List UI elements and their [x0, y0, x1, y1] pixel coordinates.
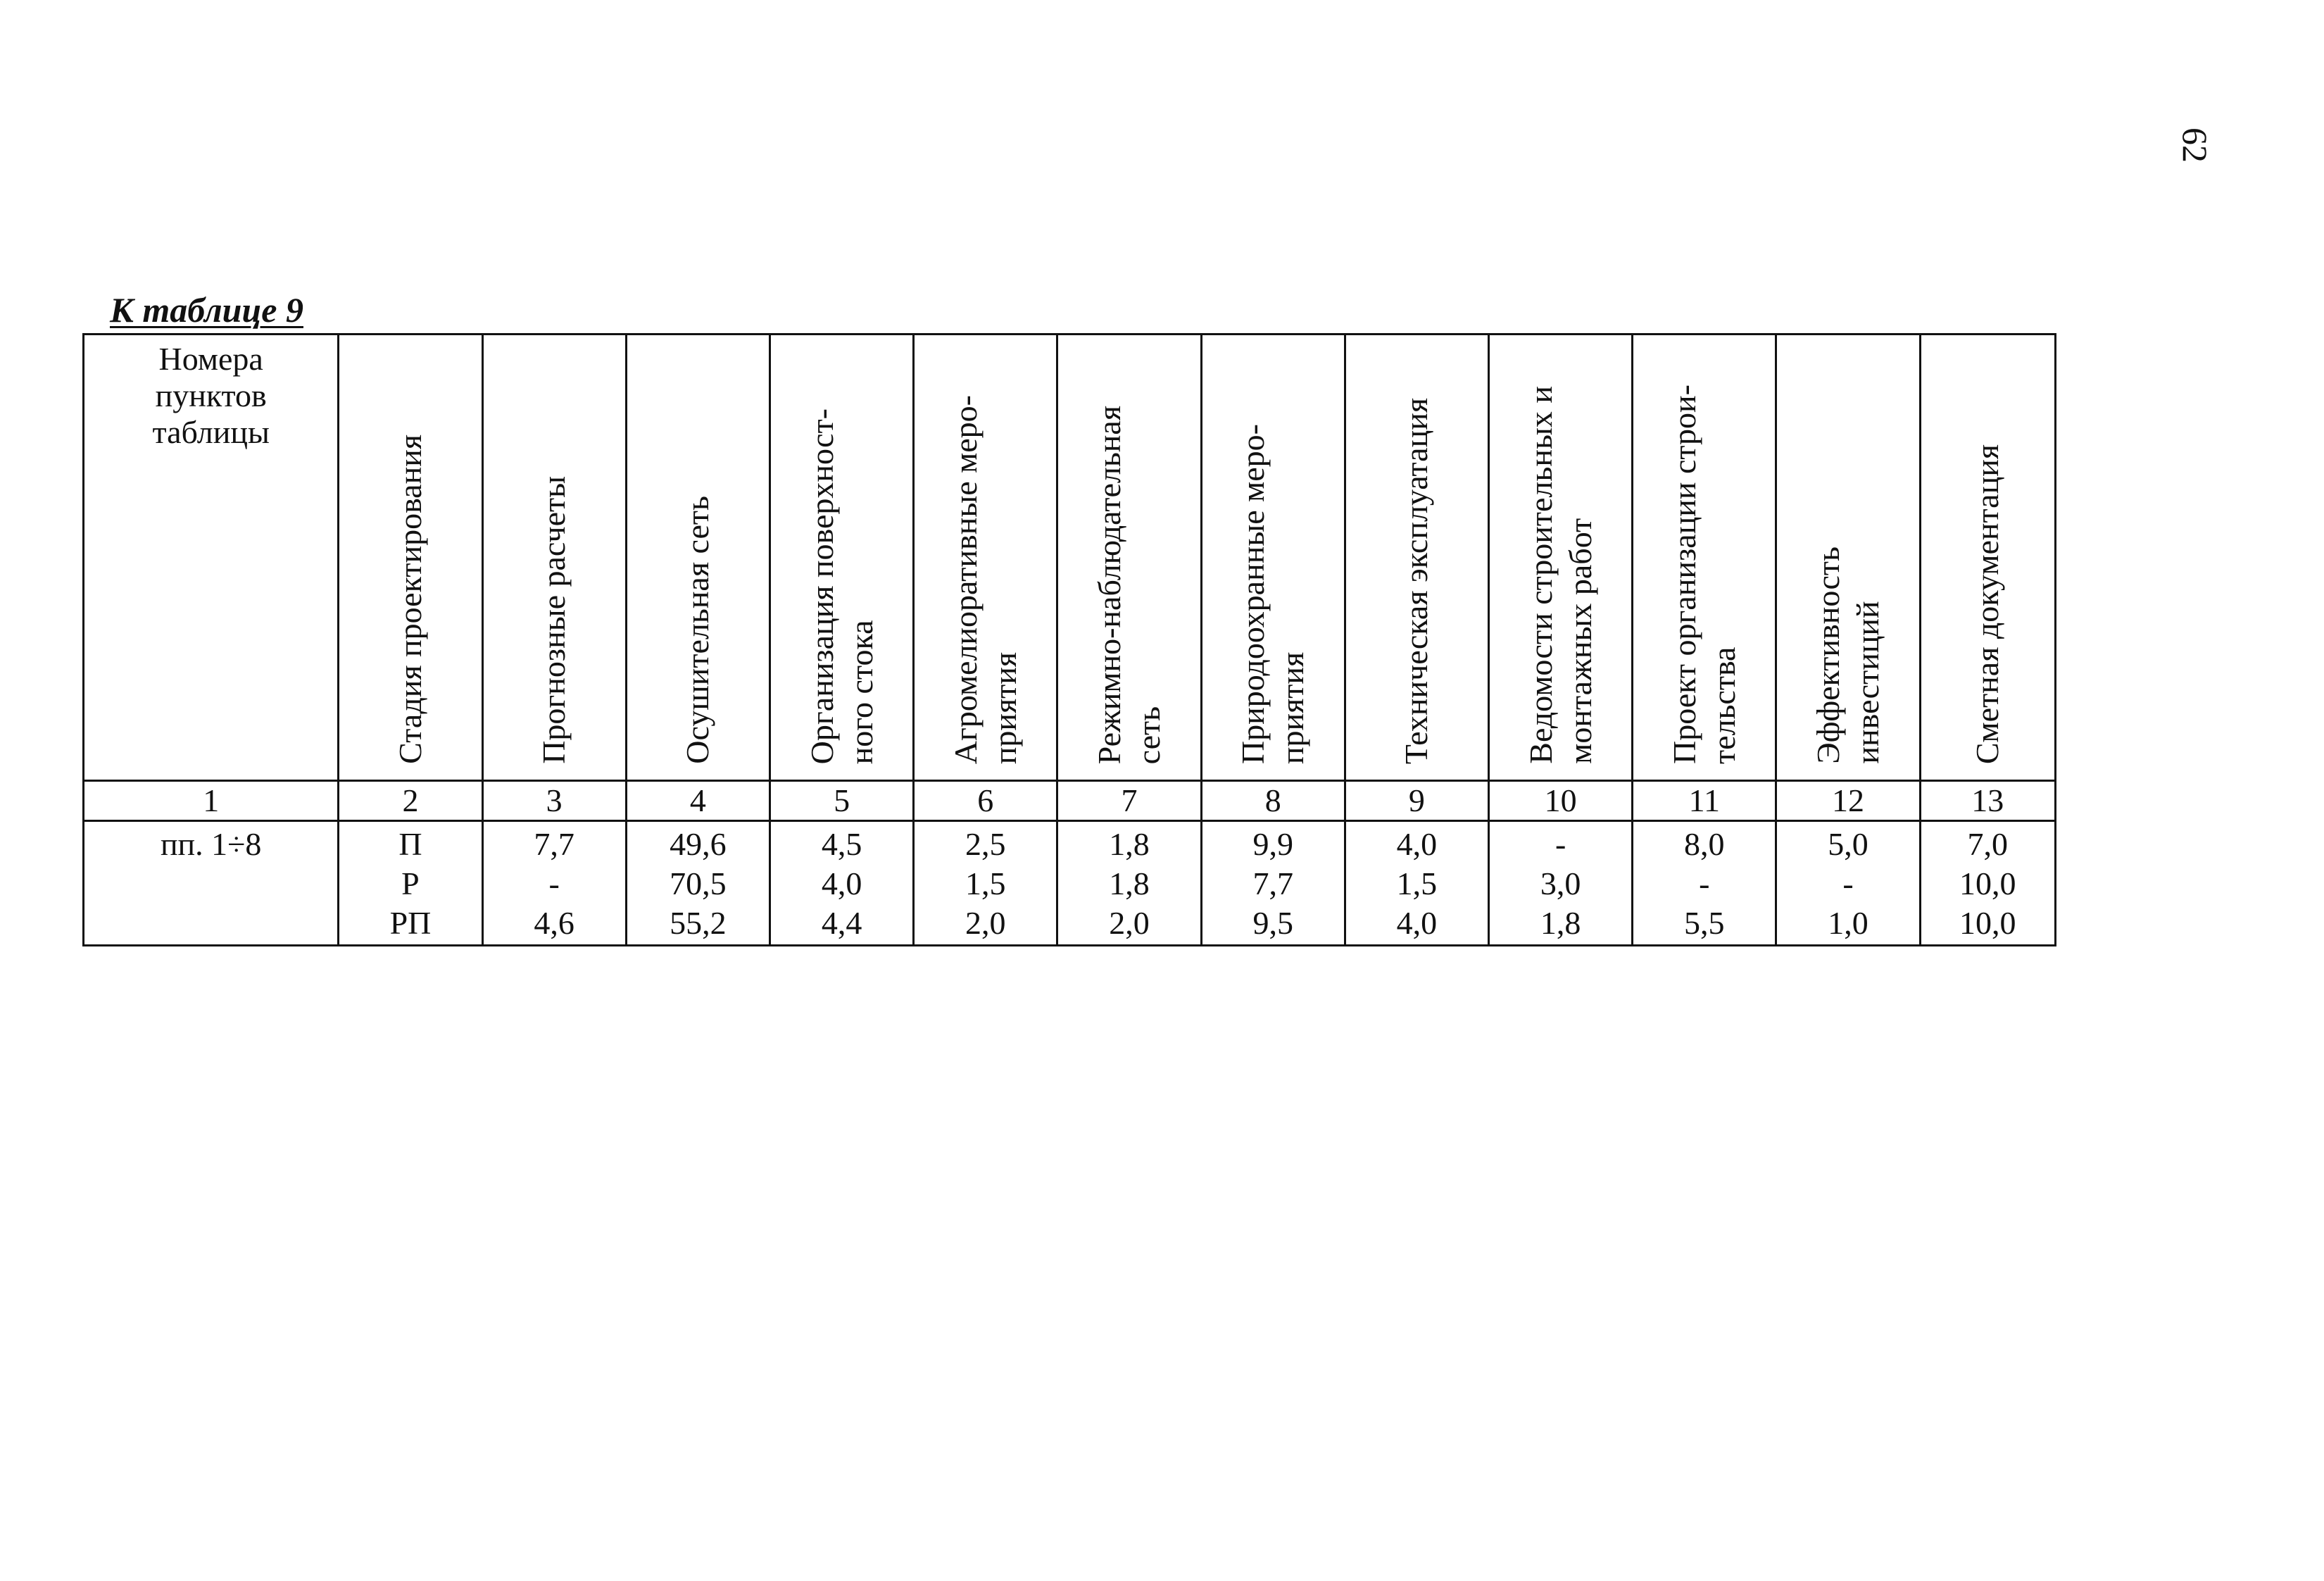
cell-value: 1,0	[1828, 905, 1868, 941]
value-cell	[1489, 821, 1633, 946]
header-forecast-calculations	[482, 335, 626, 781]
column-number: 13	[1920, 781, 2055, 821]
header-item-numbers-label: Номера пунктов таблицы	[152, 341, 270, 450]
value-cell	[1776, 821, 1920, 946]
cell-value: 1,8	[1109, 866, 1150, 901]
header-label: Режимно-наблюдательная сеть	[1091, 405, 1167, 764]
cell-value: 9,5	[1252, 905, 1293, 941]
column-number: 5	[770, 781, 913, 821]
cell-value: -	[1699, 866, 1710, 901]
column-number: 11	[1633, 781, 1776, 821]
value-cell	[1057, 821, 1201, 946]
cell-value: 70,5	[670, 866, 727, 901]
column-number: 7	[1057, 781, 1201, 821]
cell-value: 8,0	[1684, 826, 1725, 862]
cell-value: 2,5	[965, 826, 1006, 862]
column-number: 1	[84, 781, 339, 821]
header-label: Сметная документация	[1969, 444, 2006, 764]
column-number: 6	[914, 781, 1057, 821]
column-number-row	[84, 781, 2056, 821]
cell-value: -	[1842, 866, 1854, 901]
value-cell	[914, 821, 1057, 946]
column-number: 8	[1201, 781, 1345, 821]
header-label: Эффективность инвестиций	[1810, 546, 1885, 764]
data-table	[82, 333, 2056, 946]
page-number: 62	[2175, 127, 2215, 163]
value-cell	[1201, 821, 1345, 946]
cell-value: 4,4	[821, 905, 862, 941]
stage-value: Р	[401, 866, 420, 901]
cell-value: 10,0	[1959, 905, 2016, 941]
header-construction-organization	[1633, 335, 1776, 781]
column-number: 9	[1345, 781, 1488, 821]
header-label: Организация поверхност- ного стока	[803, 408, 879, 764]
cell-value: 1,8	[1540, 905, 1581, 941]
header-label: Осушительная сеть	[679, 496, 716, 764]
cell-value: 4,6	[534, 905, 574, 941]
header-agromeliorative-measures	[914, 335, 1057, 781]
header-monitoring-network	[1057, 335, 1201, 781]
value-cell	[1345, 821, 1488, 946]
column-number: 3	[482, 781, 626, 821]
header-drainage-network	[626, 335, 770, 781]
table-caption: К таблице 9	[110, 290, 303, 330]
header-label: Прогнозные расчеты	[536, 476, 572, 764]
cell-value: 3,0	[1540, 866, 1581, 901]
value-cell	[1633, 821, 1776, 946]
header-label: Природоохранные меро- приятия	[1235, 423, 1311, 764]
cell-value: 9,9	[1252, 826, 1293, 862]
header-construction-statements	[1489, 335, 1633, 781]
header-investment-efficiency	[1776, 335, 1920, 781]
table-row	[84, 821, 2056, 946]
cell-value: 10,0	[1959, 866, 2016, 901]
header-label: Стадия проектирования	[391, 435, 428, 764]
stage-value: РП	[389, 905, 432, 941]
cell-value: 2,0	[965, 905, 1006, 941]
header-row	[84, 335, 2056, 781]
cell-value: 5,5	[1684, 905, 1725, 941]
stage-value: П	[398, 826, 422, 862]
column-number: 2	[339, 781, 482, 821]
header-label: Агромелиоративные меро- приятия	[947, 394, 1023, 764]
cell-value: 4,0	[821, 866, 862, 901]
header-cost-documentation	[1920, 335, 2055, 781]
value-cell	[626, 821, 770, 946]
cell-value: 7,0	[1967, 826, 2009, 862]
stage-cell	[339, 821, 482, 946]
header-label: Техническая эксплуатация	[1398, 397, 1435, 764]
header-environmental-measures	[1201, 335, 1345, 781]
header-item-numbers	[84, 335, 339, 781]
column-number: 12	[1776, 781, 1920, 821]
cell-value: 7,7	[1252, 866, 1293, 901]
cell-value: -	[548, 866, 560, 901]
column-number: 10	[1489, 781, 1633, 821]
cell-value: 49,6	[670, 826, 727, 862]
cell-value: 55,2	[670, 905, 727, 941]
cell-value: 1,5	[965, 866, 1006, 901]
row-label: пп. 1÷8	[84, 821, 339, 946]
cell-value: 7,7	[534, 826, 574, 862]
cell-value: 4,0	[1396, 826, 1438, 862]
cell-value: 1,5	[1396, 866, 1438, 901]
cell-value: 1,8	[1109, 826, 1150, 862]
cell-value: 5,0	[1828, 826, 1868, 862]
value-cell	[770, 821, 913, 946]
header-surface-runoff	[770, 335, 913, 781]
header-design-stage	[339, 335, 482, 781]
value-cell	[1920, 821, 2055, 946]
cell-value: -	[1554, 826, 1566, 862]
cell-value: 4,0	[1396, 905, 1438, 941]
header-label: Проект организации строи- тельства	[1666, 384, 1742, 764]
header-technical-operation	[1345, 335, 1488, 781]
column-number: 4	[626, 781, 770, 821]
cell-value: 2,0	[1109, 905, 1150, 941]
value-cell	[482, 821, 626, 946]
header-label: Ведомости строительных и монтажных работ	[1522, 386, 1598, 764]
cell-value: 4,5	[821, 826, 862, 862]
